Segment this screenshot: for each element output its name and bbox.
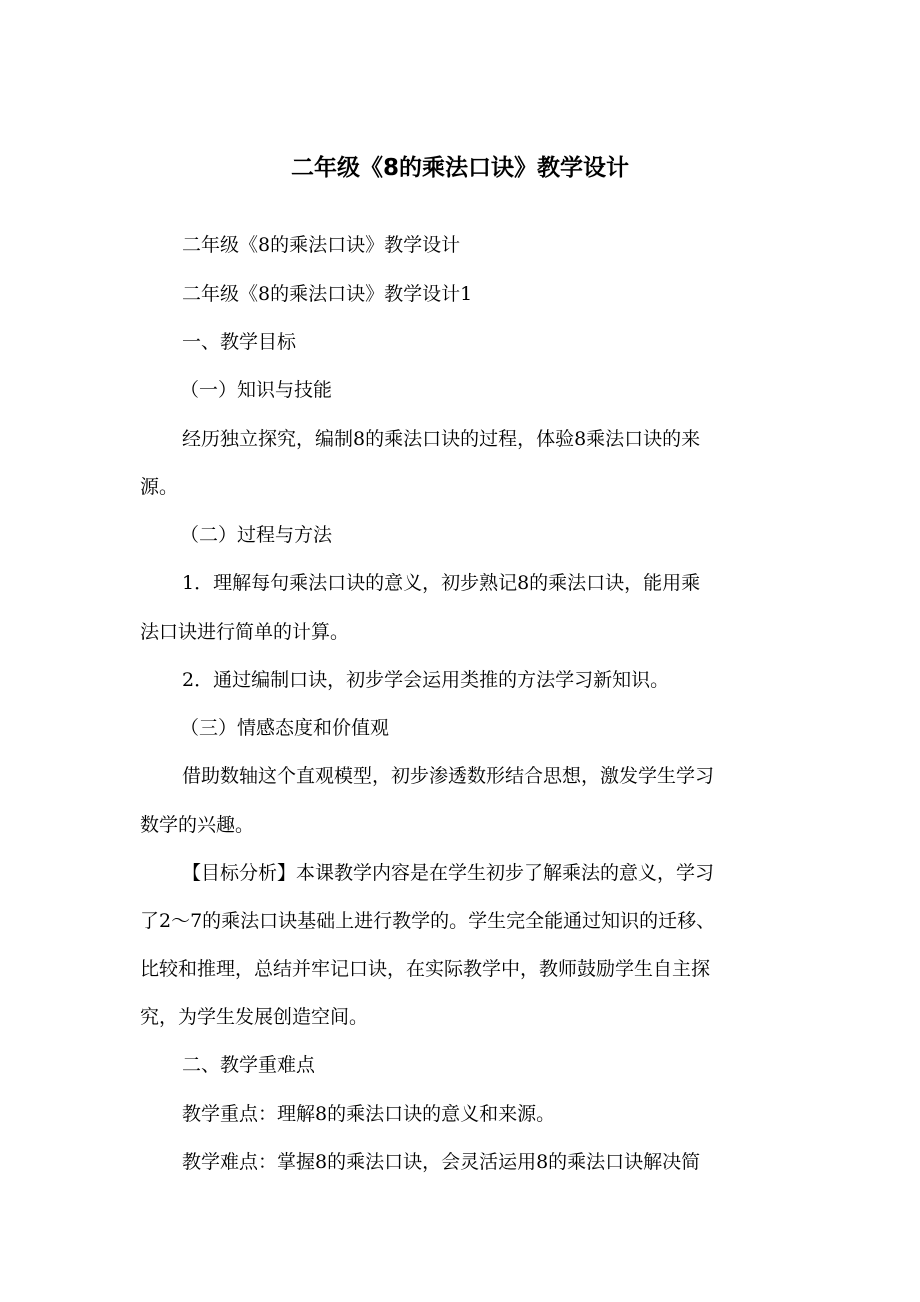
section-heading-keypoints: 二、教学重难点 bbox=[182, 1054, 316, 1076]
paragraph-attitude-line1: 借助数轴这个直观模型，初步渗透数形结合思想，激发学生学习 bbox=[182, 765, 715, 787]
paragraph-process1-line2: 法口诀进行简单的计算。 bbox=[140, 621, 350, 643]
paragraph-process1-line1: 1．理解每句乘法口诀的意义，初步熟记8的乘法口诀，能用乘 bbox=[182, 572, 701, 594]
subsection-knowledge: （一）知识与技能 bbox=[180, 379, 333, 401]
paragraph-knowledge-line2: 源。 bbox=[140, 476, 179, 498]
paragraph-key-point: 教学重点：理解8的乘法口诀的意义和来源。 bbox=[182, 1103, 556, 1125]
section-heading-objectives: 一、教学目标 bbox=[182, 331, 297, 353]
paragraph-heading-repeat: 二年级《8的乘法口诀》教学设计 bbox=[182, 234, 461, 256]
paragraph-analysis-line3: 比较和推理，总结并牢记口诀，在实际教学中，教师鼓励学生自主探 bbox=[140, 958, 711, 980]
paragraph-subtitle: 二年级《8的乘法口诀》教学设计1 bbox=[182, 283, 473, 305]
paragraph-analysis-line4: 究，为学生发展创造空间。 bbox=[140, 1006, 369, 1028]
subsection-attitude: （三）情感态度和价值观 bbox=[180, 717, 390, 739]
paragraph-process2: 2．通过编制口诀，初步学会运用类推的方法学习新知识。 bbox=[182, 669, 670, 691]
paragraph-analysis-line2: 了2～7的乘法口诀基础上进行教学的。学生完全能通过知识的迁移、 bbox=[140, 910, 716, 932]
subsection-process: （二）过程与方法 bbox=[180, 524, 333, 546]
paragraph-attitude-line2: 数学的兴趣。 bbox=[140, 814, 255, 836]
paragraph-difficult-point: 教学难点：掌握8的乘法口诀，会灵活运用8的乘法口诀解决简 bbox=[182, 1151, 701, 1173]
paragraph-analysis-line1: 【目标分析】本课教学内容是在学生初步了解乘法的意义，学习 bbox=[182, 862, 715, 884]
paragraph-knowledge-line1: 经历独立探究，编制8的乘法口诀的过程，体验8乘法口诀的来 bbox=[182, 428, 701, 450]
document-title: 二年级《8的乘法口诀》教学设计 bbox=[290, 155, 629, 181]
